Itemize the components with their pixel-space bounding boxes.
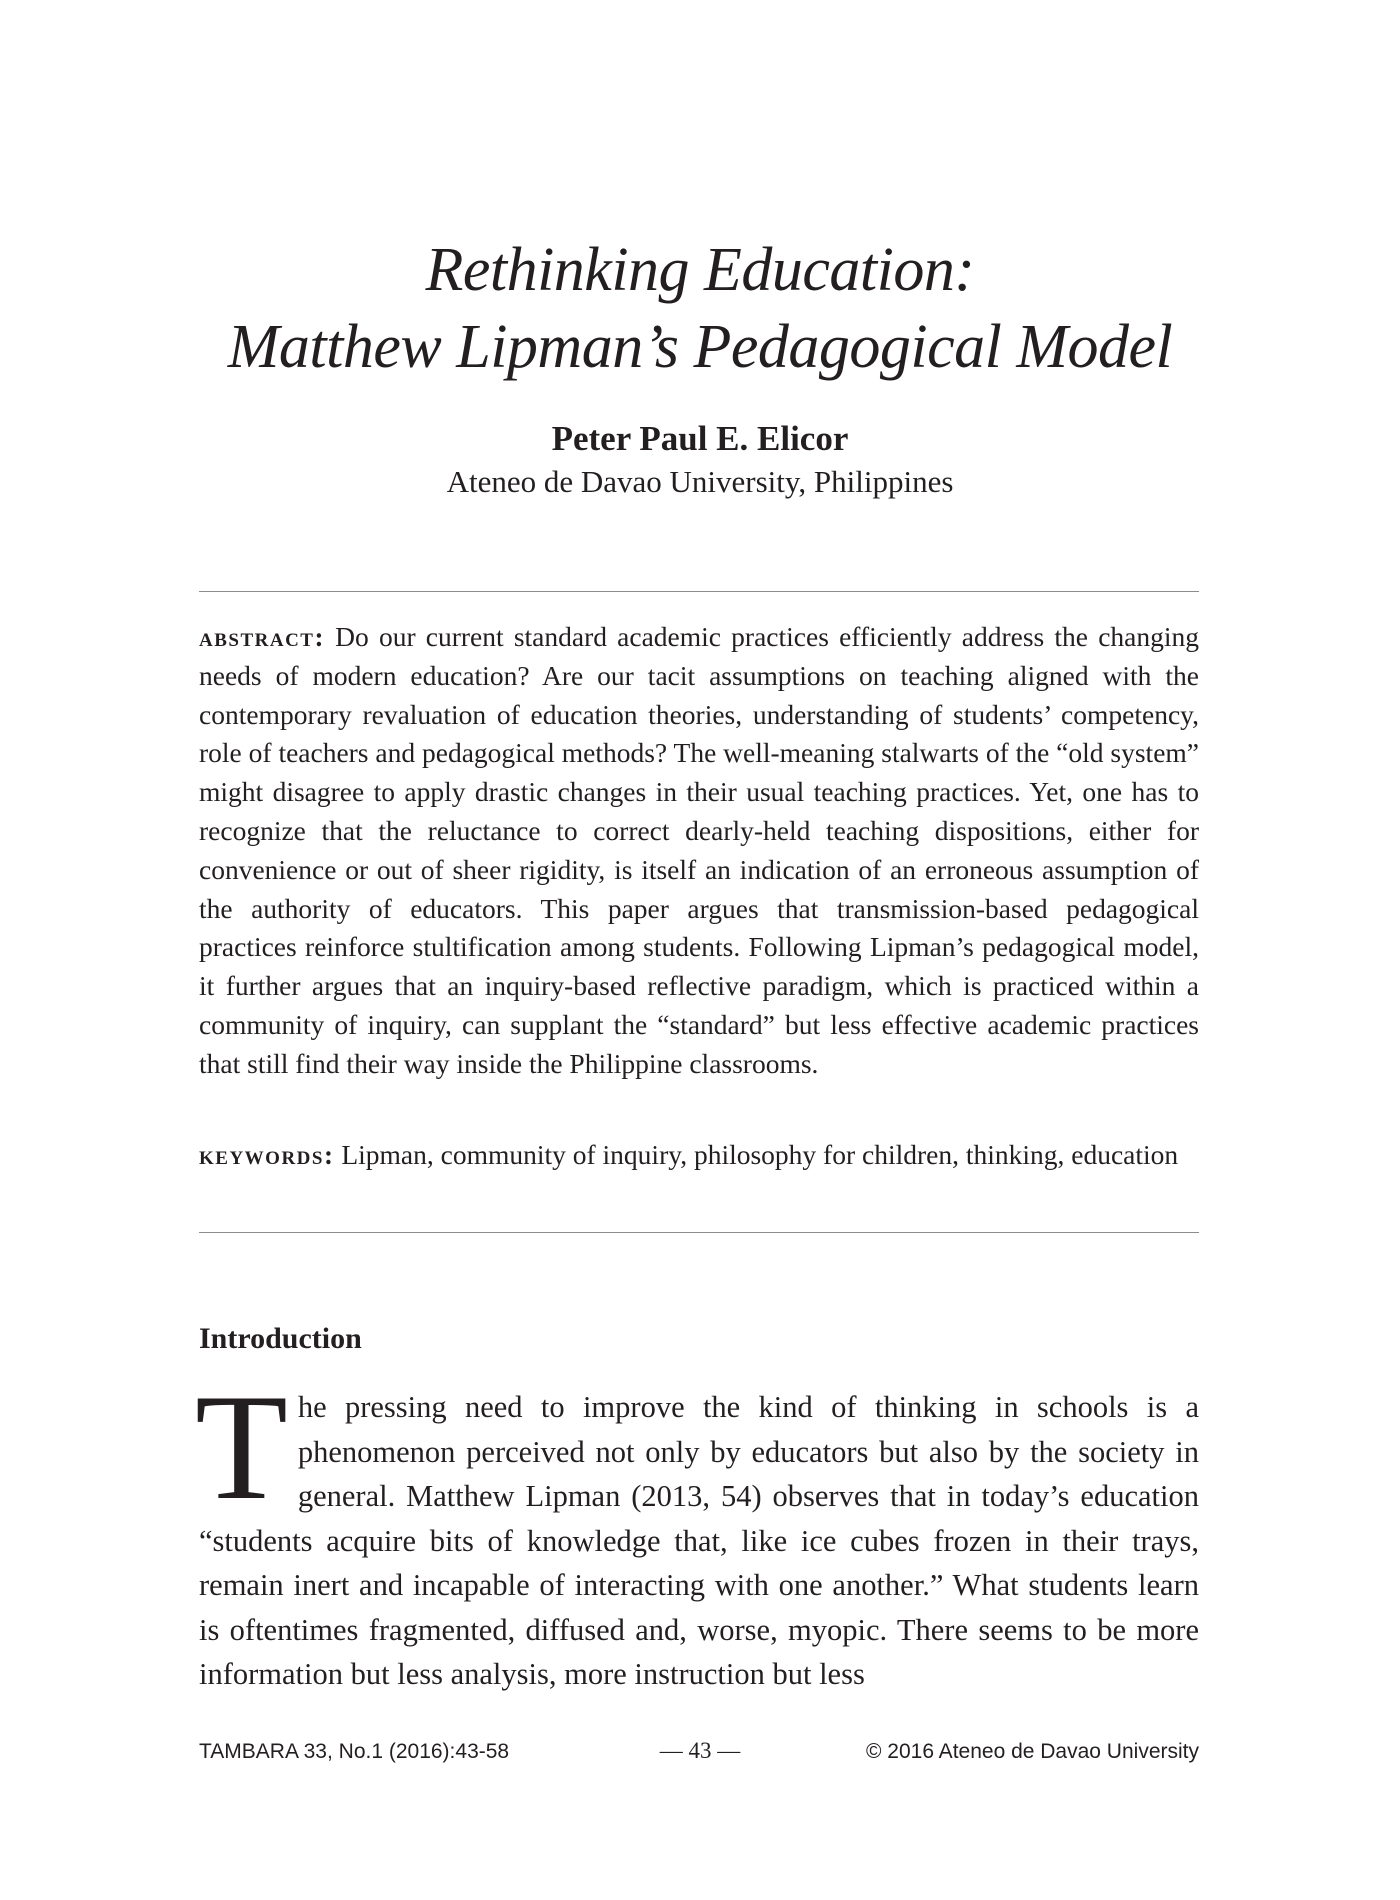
footer-page-number: — 43 — [659,1738,741,1763]
drop-cap: T [195,1363,288,1531]
paper-title [0,232,1400,386]
section-heading-introduction: Introduction [199,1322,362,1355]
keywords-label: keywords: [199,1140,335,1170]
abstract-text: Do our current standard academic practices efficiently address the changing needs of modern education? Are our tacit assumptions on teaching aligned with the contemporary revaluation of education theories, understanding of students’ competency, role of teachers and pedagogical methods? The well-meaning stalwarts of the “old system” might disagree to apply drastic changes in their usual teaching practices. Yet, one has to recognize that the reluctance to correct dearly-held teaching dispositions, either for convenience or out of sheer rigidity, is itself an indication of an erroneous assumption of the authority of educators. This paper argues that transmission-based pedagogical practices reinforce stultification among students. Following Lipman’s pedagogical model, it further argues that an inquiry-based reflective paradigm, which is practiced within a community of inquiry, can supplant the “standard” but less effective academic practices that still find their way inside the Philippine classrooms. [199,621,1199,1079]
abstract-label: abstract: [199,622,325,652]
footer-journal-citation: TAMBARA 33, No.1 (2016):43-58 [199,1740,510,1763]
footer-copyright: © 2016 Ateneo de Davao University [865,1740,1199,1763]
introduction-paragraph [195,1363,1199,1697]
author-name: Peter Paul E. Elicor [551,419,849,458]
keywords-text: Lipman, community of inquiry, philosophy for children, thinking, education [341,1139,1179,1170]
abstract-bottom-rule [199,1232,1199,1233]
paper-title-line2: Matthew Lipman’s Pedagogical Model [227,313,1173,381]
abstract-block [199,618,1199,1084]
paper-title-line1: Rethinking Education: [425,236,975,304]
introduction-text: he pressing need to improve the kind of thinking in schools is a phenomenon perceived not only by educators but also by the society in general. Matthew Lipman (2013, 54) observes that in today’s education “students acquire bits of knowledge that, like ice cubes frozen in their trays, remain inert and incapable of interacting with one another.” What students learn is oftentimes fragmented, diffused and, worse, myopic. There seems to be more information but less analysis, more instruction but less [199,1390,1199,1691]
author-affiliation: Ateneo de Davao University, Philippines [446,464,954,499]
keywords-block [199,1136,1199,1175]
abstract-top-rule [199,591,1199,592]
